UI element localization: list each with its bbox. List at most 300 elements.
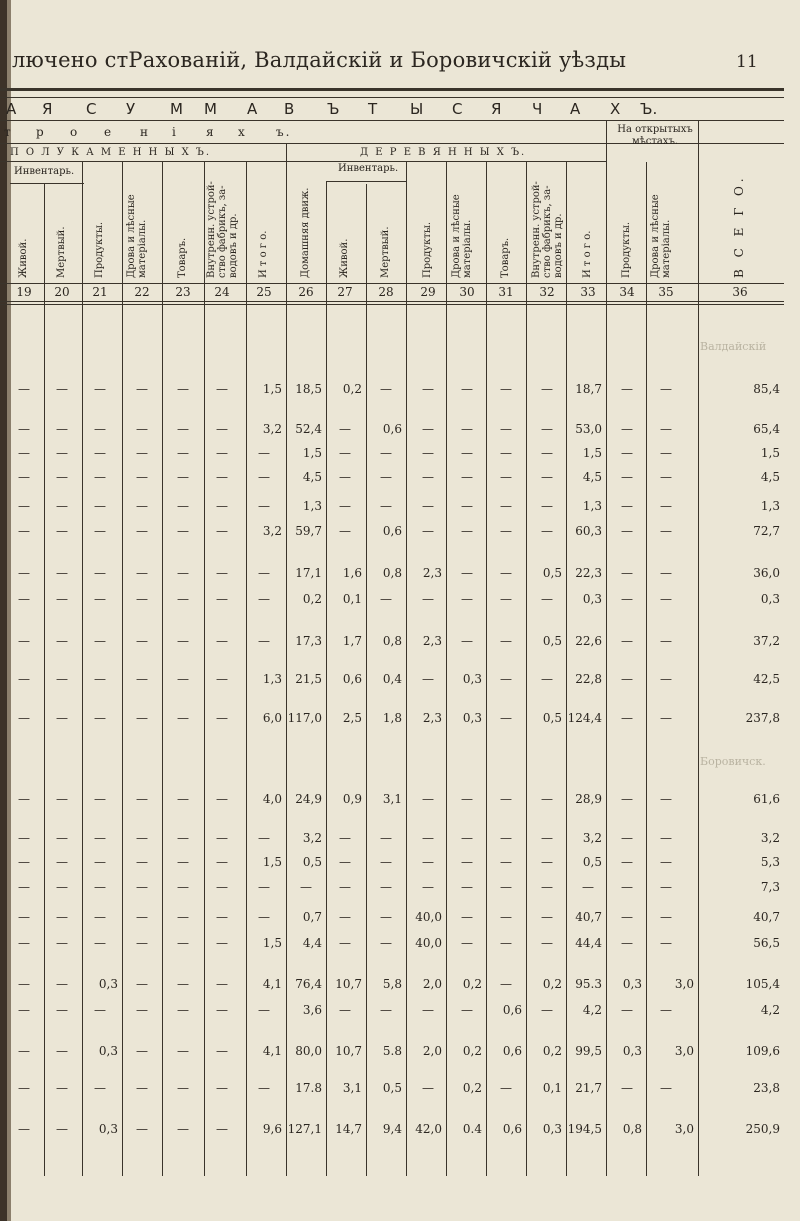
table-cell: — xyxy=(660,792,672,806)
header-letter: Ъ. xyxy=(640,100,658,118)
table-cell: 22,6 xyxy=(575,634,602,648)
table-rule xyxy=(0,97,784,98)
header-letter: Х xyxy=(610,100,621,118)
table-cell: — xyxy=(177,711,189,725)
table-cell: — xyxy=(380,936,392,950)
table-cell: — xyxy=(56,422,68,436)
table-cell: — xyxy=(56,592,68,606)
table-cell: — xyxy=(621,831,633,845)
table-cell: — xyxy=(216,672,228,686)
table-cell: 6,0 xyxy=(262,711,282,725)
table-cell: — xyxy=(541,524,553,538)
table-rule xyxy=(326,181,406,182)
table-cell: — xyxy=(177,566,189,580)
table-cell: 3,2 xyxy=(262,524,282,538)
table-cell: — xyxy=(461,566,473,580)
table-cell: — xyxy=(258,446,270,460)
table-cell: 21,5 xyxy=(295,672,322,686)
table-cell: — xyxy=(177,524,189,538)
table-col-divider xyxy=(566,162,567,1176)
table-cell: — xyxy=(541,936,553,950)
table-cell: 80,0 xyxy=(295,1044,322,1058)
table-cell: — xyxy=(258,880,270,894)
table-top-rule xyxy=(0,88,784,91)
table-cell: — xyxy=(216,446,228,460)
header-letter: Ъ xyxy=(327,100,340,118)
table-cell: — xyxy=(18,1081,30,1095)
table-cell: — xyxy=(177,977,189,991)
table-cell: — xyxy=(18,422,30,436)
table-cell: 1,5 xyxy=(302,446,322,460)
table-cell: 3,2 xyxy=(582,831,602,845)
table-cell: 23,8 xyxy=(753,1081,780,1095)
table-cell: — xyxy=(136,711,148,725)
table-col-divider xyxy=(326,182,327,1176)
column-header: Продукты. xyxy=(621,221,632,278)
table-cell: — xyxy=(660,855,672,869)
table-cell: — xyxy=(18,634,30,648)
table-cell: 0,5 xyxy=(382,1081,402,1095)
table-cell: — xyxy=(422,1081,434,1095)
table-cell: — xyxy=(422,792,434,806)
table-cell: — xyxy=(541,446,553,460)
table-cell: — xyxy=(94,566,106,580)
table-cell: — xyxy=(94,382,106,396)
table-cell: — xyxy=(660,910,672,924)
table-cell: — xyxy=(621,470,633,484)
table-cell: — xyxy=(94,831,106,845)
column-number: 33 xyxy=(580,285,596,299)
table-col-divider xyxy=(406,162,407,1176)
table-cell: 1,5 xyxy=(262,855,282,869)
table-cell: 3,0 xyxy=(674,977,694,991)
column-number: 32 xyxy=(539,285,555,299)
table-cell: — xyxy=(621,382,633,396)
table-cell: — xyxy=(660,711,672,725)
table-cell: — xyxy=(500,910,512,924)
table-cell: — xyxy=(136,634,148,648)
table-cell: — xyxy=(56,446,68,460)
header-wooden: Д Е Р Е В Я Н Н Ы Х Ъ. xyxy=(360,147,527,158)
table-cell: — xyxy=(461,592,473,606)
table-cell: — xyxy=(94,634,106,648)
table-cell: 0,2 xyxy=(542,1044,562,1058)
table-cell: 237,8 xyxy=(745,711,780,725)
header-letter: Я xyxy=(491,100,502,118)
header-inventory: Инвентарь. xyxy=(338,163,399,174)
header-letter: В xyxy=(284,100,295,118)
table-cell: — xyxy=(339,470,351,484)
table-col-divider xyxy=(698,162,699,1176)
table-cell: — xyxy=(56,831,68,845)
table-cell: — xyxy=(94,499,106,513)
table-cell: 44,4 xyxy=(575,936,602,950)
column-header: Продукты. xyxy=(94,221,105,278)
table-cell: — xyxy=(660,499,672,513)
table-cell: — xyxy=(216,1081,228,1095)
column-header: Домашняя движ. xyxy=(300,187,311,278)
column-number: 26 xyxy=(298,285,314,299)
column-header: Товаръ. xyxy=(177,237,188,278)
table-cell: — xyxy=(94,1081,106,1095)
table-cell: — xyxy=(177,855,189,869)
column-header: Продукты. xyxy=(422,221,433,278)
header-letter: т xyxy=(4,125,13,139)
table-cell: 2,5 xyxy=(342,711,362,725)
table-col-divider xyxy=(162,162,163,1176)
table-cell: — xyxy=(422,470,434,484)
table-cell: 3,2 xyxy=(760,831,780,845)
table-cell: — xyxy=(136,831,148,845)
table-cell: — xyxy=(94,524,106,538)
table-cell: — xyxy=(621,566,633,580)
table-cell: — xyxy=(500,936,512,950)
table-cell: — xyxy=(582,880,594,894)
table-cell: — xyxy=(660,446,672,460)
table-cell: — xyxy=(136,1044,148,1058)
table-cell: 2,3 xyxy=(422,711,442,725)
header-letter: А xyxy=(570,100,581,118)
header-letter: е xyxy=(104,125,114,139)
header-letter: х xyxy=(238,125,247,139)
table-cell: — xyxy=(461,524,473,538)
table-cell: — xyxy=(541,910,553,924)
table-cell: — xyxy=(136,524,148,538)
table-cell: 0,3 xyxy=(542,1122,562,1136)
table-cell: — xyxy=(660,566,672,580)
table-cell: — xyxy=(216,831,228,845)
table-cell: — xyxy=(500,792,512,806)
table-col-divider xyxy=(646,162,647,1176)
table-cell: — xyxy=(500,592,512,606)
table-cell: — xyxy=(216,634,228,648)
table-cell: — xyxy=(216,592,228,606)
table-cell: — xyxy=(18,831,30,845)
table-cell: — xyxy=(660,831,672,845)
table-cell: — xyxy=(94,855,106,869)
table-cell: 0,2 xyxy=(462,1044,482,1058)
table-cell: — xyxy=(461,382,473,396)
running-head: лючено стРахованій, Валдайскій и Боровичскій уѣзды xyxy=(12,48,627,72)
table-cell: — xyxy=(660,1081,672,1095)
table-cell: — xyxy=(18,382,30,396)
table-cell: — xyxy=(339,1003,351,1017)
table-cell: 65,4 xyxy=(753,422,780,436)
table-cell: 17,1 xyxy=(295,566,322,580)
table-cell: — xyxy=(422,524,434,538)
table-cell: 0,4 xyxy=(382,672,402,686)
table-cell: — xyxy=(621,524,633,538)
table-rule xyxy=(0,120,784,121)
column-number: 35 xyxy=(658,285,674,299)
table-cell: — xyxy=(136,880,148,894)
table-cell: — xyxy=(136,1122,148,1136)
table-cell: — xyxy=(380,382,392,396)
table-cell: — xyxy=(56,499,68,513)
column-number: 21 xyxy=(92,285,108,299)
table-cell: 76,4 xyxy=(295,977,322,991)
table-cell: — xyxy=(500,831,512,845)
table-cell: — xyxy=(56,1081,68,1095)
table-cell: — xyxy=(56,382,68,396)
table-cell: — xyxy=(136,446,148,460)
table-cell: 0,8 xyxy=(382,566,402,580)
table-cell: 0,9 xyxy=(342,792,362,806)
table-cell: — xyxy=(258,566,270,580)
table-cell: — xyxy=(18,524,30,538)
table-cell: — xyxy=(258,831,270,845)
table-cell: — xyxy=(541,382,553,396)
table-col-divider xyxy=(82,162,83,1176)
column-header: Мертвый. xyxy=(380,226,391,278)
header-letter: р xyxy=(36,125,46,139)
table-cell: — xyxy=(461,499,473,513)
table-cell: — xyxy=(621,499,633,513)
table-cell: — xyxy=(216,1122,228,1136)
table-cell: — xyxy=(380,910,392,924)
table-cell: — xyxy=(660,592,672,606)
table-cell: — xyxy=(621,855,633,869)
table-cell: 4,1 xyxy=(262,1044,282,1058)
table-cell: — xyxy=(94,422,106,436)
table-cell: — xyxy=(621,1003,633,1017)
table-cell: — xyxy=(621,592,633,606)
table-cell: 0,3 xyxy=(760,592,780,606)
table-cell: — xyxy=(216,792,228,806)
table-cell: 3,0 xyxy=(674,1044,694,1058)
table-cell: — xyxy=(18,910,30,924)
table-cell: 95.3 xyxy=(575,977,602,991)
column-number: 23 xyxy=(175,285,191,299)
table-cell: — xyxy=(177,499,189,513)
table-cell: 1,5 xyxy=(760,446,780,460)
header-letter: У xyxy=(126,100,136,118)
table-cell: — xyxy=(660,672,672,686)
table-cell: — xyxy=(56,524,68,538)
table-cell: — xyxy=(500,855,512,869)
column-number: 36 xyxy=(732,285,748,299)
table-cell: 0,3 xyxy=(622,1044,642,1058)
column-header: Дрова и лѣсные матеріалы. xyxy=(451,194,473,278)
table-cell: — xyxy=(660,524,672,538)
table-rule xyxy=(10,183,84,184)
header-letter: о xyxy=(70,125,80,139)
header-letter: С xyxy=(86,100,97,118)
table-cell: 0,6 xyxy=(502,1003,522,1017)
header-letter: М xyxy=(170,100,183,118)
table-cell: — xyxy=(56,1044,68,1058)
table-cell: — xyxy=(339,880,351,894)
table-cell: 3,1 xyxy=(382,792,402,806)
table-col-divider xyxy=(446,162,447,1176)
table-cell: — xyxy=(541,1003,553,1017)
table-cell: — xyxy=(136,792,148,806)
header-letter: А xyxy=(247,100,258,118)
table-cell: 0,5 xyxy=(582,855,602,869)
table-cell: 24,9 xyxy=(295,792,322,806)
table-cell: — xyxy=(380,592,392,606)
table-cell: — xyxy=(621,910,633,924)
table-cell: 1,5 xyxy=(582,446,602,460)
table-cell: 36,0 xyxy=(753,566,780,580)
table-cell: — xyxy=(18,470,30,484)
table-cell: — xyxy=(136,936,148,950)
table-cell: 22,3 xyxy=(575,566,602,580)
table-cell: — xyxy=(500,470,512,484)
table-cell: 9,6 xyxy=(262,1122,282,1136)
header-letter: Ч xyxy=(532,100,543,118)
table-cell: — xyxy=(216,1044,228,1058)
table-cell: 42,0 xyxy=(415,1122,442,1136)
column-number: 20 xyxy=(54,285,70,299)
table-cell: — xyxy=(136,1081,148,1095)
table-cell: 37,2 xyxy=(753,634,780,648)
table-cell: 0,3 xyxy=(582,592,602,606)
table-cell: 2,0 xyxy=(422,1044,442,1058)
book-spine xyxy=(0,0,7,1221)
table-cell: 2,0 xyxy=(422,977,442,991)
table-col-divider xyxy=(246,162,247,1176)
table-cell: 0,6 xyxy=(342,672,362,686)
table-cell: — xyxy=(461,880,473,894)
table-cell: 42,5 xyxy=(753,672,780,686)
table-cell: — xyxy=(541,470,553,484)
table-cell: — xyxy=(422,672,434,686)
table-cell: 72,7 xyxy=(753,524,780,538)
table-cell: — xyxy=(94,711,106,725)
header-inventory: Инвентарь. xyxy=(14,166,75,177)
table-cell: — xyxy=(56,634,68,648)
table-cell: — xyxy=(94,1003,106,1017)
header-semistone: П О Л У К А М Е Н Н Ы Х Ъ. xyxy=(10,147,212,158)
table-cell: 0.4 xyxy=(462,1122,482,1136)
table-cell: 0,5 xyxy=(542,711,562,725)
table-cell: — xyxy=(136,470,148,484)
table-cell: 0,7 xyxy=(302,910,322,924)
table-cell: — xyxy=(541,855,553,869)
table-cell: — xyxy=(18,672,30,686)
table-cell: — xyxy=(177,1081,189,1095)
table-cell: — xyxy=(216,422,228,436)
column-header: Живой. xyxy=(339,238,350,278)
header-letter: М xyxy=(204,100,217,118)
table-cell: 0,6 xyxy=(382,422,402,436)
table-cell: 1,8 xyxy=(382,711,402,725)
table-cell: 2,3 xyxy=(422,566,442,580)
table-cell: 1,3 xyxy=(760,499,780,513)
table-cell: — xyxy=(136,499,148,513)
table-cell: 0,3 xyxy=(98,1044,118,1058)
table-cell: — xyxy=(18,792,30,806)
table-cell: 4,1 xyxy=(262,977,282,991)
column-header: Живой. xyxy=(18,238,29,278)
table-cell: — xyxy=(216,936,228,950)
table-cell: — xyxy=(177,1044,189,1058)
table-cell: 105,4 xyxy=(745,977,780,991)
table-cell: — xyxy=(461,470,473,484)
table-cell: 0,2 xyxy=(302,592,322,606)
table-cell: — xyxy=(461,910,473,924)
table-cell: 0,3 xyxy=(622,977,642,991)
table-col-divider xyxy=(204,162,205,1176)
column-number: 22 xyxy=(134,285,150,299)
table-cell: 17,3 xyxy=(295,634,322,648)
table-cell: — xyxy=(258,470,270,484)
table-cell: — xyxy=(18,977,30,991)
table-cell: — xyxy=(380,855,392,869)
table-cell: — xyxy=(56,910,68,924)
table-cell: — xyxy=(621,711,633,725)
table-cell: — xyxy=(177,910,189,924)
table-cell: — xyxy=(94,672,106,686)
table-cell: 4,2 xyxy=(760,1003,780,1017)
table-cell: 127,1 xyxy=(287,1122,322,1136)
table-cell: — xyxy=(136,977,148,991)
table-cell: 53,0 xyxy=(575,422,602,436)
table-cell: — xyxy=(500,524,512,538)
header-letter: н xyxy=(140,125,150,139)
table-cell: — xyxy=(56,711,68,725)
table-cell: — xyxy=(380,831,392,845)
table-cell: — xyxy=(177,936,189,950)
bleed-through-text: Валдайскій xyxy=(700,340,767,353)
table-cell: — xyxy=(380,1003,392,1017)
header-letter: Т xyxy=(368,100,378,118)
table-cell: — xyxy=(177,1003,189,1017)
header-letter: і xyxy=(172,125,178,139)
table-cell: — xyxy=(216,499,228,513)
table-cell: 40,7 xyxy=(753,910,780,924)
table-cell: — xyxy=(94,880,106,894)
table-cell: — xyxy=(258,1003,270,1017)
table-cell: — xyxy=(258,592,270,606)
table-cell: — xyxy=(660,1003,672,1017)
table-cell: — xyxy=(380,880,392,894)
table-cell: — xyxy=(339,499,351,513)
table-col-divider xyxy=(44,184,45,1176)
table-cell: — xyxy=(422,880,434,894)
table-cell: — xyxy=(216,524,228,538)
table-cell: — xyxy=(177,880,189,894)
table-cell: — xyxy=(177,592,189,606)
table-cell: — xyxy=(339,446,351,460)
table-cell: 3,2 xyxy=(302,831,322,845)
column-number: 28 xyxy=(378,285,394,299)
table-cell: — xyxy=(300,880,312,894)
column-number: 27 xyxy=(337,285,353,299)
column-number: 24 xyxy=(214,285,230,299)
table-cell: — xyxy=(18,1003,30,1017)
table-cell: 1,3 xyxy=(302,499,322,513)
table-cell: — xyxy=(177,470,189,484)
table-rule xyxy=(0,161,606,162)
column-number: 25 xyxy=(256,285,272,299)
table-cell: — xyxy=(422,831,434,845)
table-cell: 10,7 xyxy=(335,977,362,991)
table-cell: 40,0 xyxy=(415,910,442,924)
table-cell: — xyxy=(461,446,473,460)
table-cell: 52,4 xyxy=(295,422,322,436)
table-cell: 0,2 xyxy=(462,1081,482,1095)
table-cell: — xyxy=(621,422,633,436)
table-cell: 40,7 xyxy=(575,910,602,924)
header-open-places: На открытыхъ мѣстахъ. xyxy=(617,124,693,147)
header-letter: С xyxy=(452,100,463,118)
table-cell: 22,8 xyxy=(575,672,602,686)
table-cell: — xyxy=(339,855,351,869)
table-cell: 124,4 xyxy=(567,711,602,725)
table-cell: 0,1 xyxy=(542,1081,562,1095)
